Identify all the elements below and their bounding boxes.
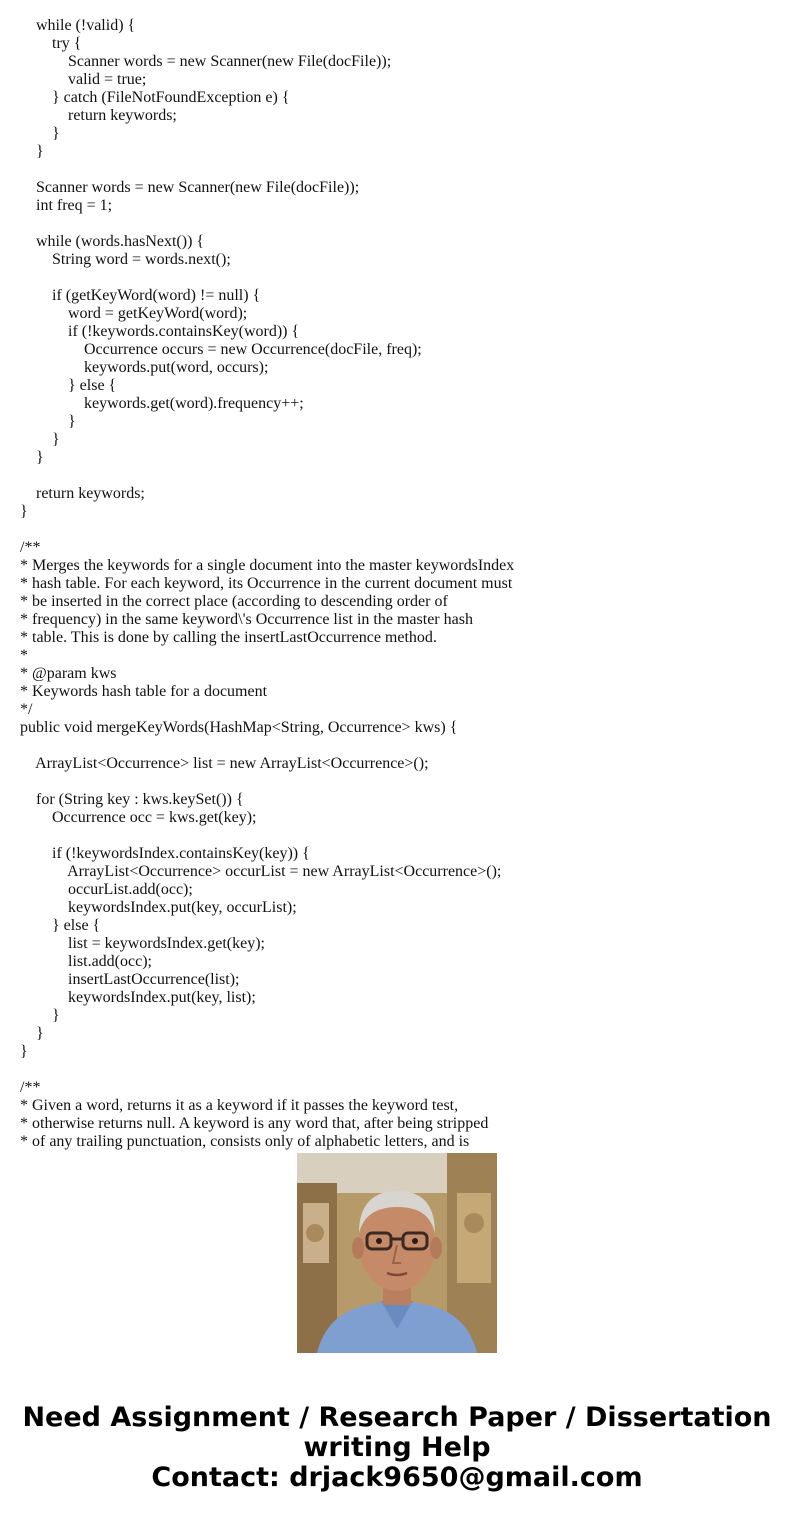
code-line: * table. This is done by calling the insertLastOccurrence method.: [20, 629, 437, 646]
code-line: try {: [20, 35, 82, 52]
code-line: [20, 161, 780, 179]
code-line: keywordsIndex.put(key, list);: [20, 989, 256, 1006]
code-line: keywords.put(word, occurs);: [20, 359, 269, 376]
code-line: }: [20, 125, 60, 142]
code-line: insertLastOccurrence(list);: [20, 971, 240, 988]
code-line: [20, 521, 780, 539]
code-line: }: [20, 449, 44, 466]
code-line: ArrayList<Occurrence> list = new ArrayList<Occurrence>();: [20, 755, 429, 772]
code-line: [20, 773, 780, 791]
code-line: [20, 737, 780, 755]
code-line: [20, 467, 780, 485]
promo-headline: Need Assignment / Research Paper / Dissertation: [22, 1402, 772, 1433]
code-line: if (getKeyWord(word) != null) {: [20, 287, 261, 304]
code-line: keywordsIndex.put(key, occurList);: [20, 899, 297, 916]
code-line: list.add(occ);: [20, 953, 152, 970]
code-line: * @param kws: [20, 665, 117, 682]
avatar-portrait-image: [297, 1153, 497, 1353]
code-line: } catch (FileNotFoundException e) {: [20, 89, 290, 106]
code-line: * be inserted in the correct place (according to descending order of: [20, 593, 448, 610]
code-line: list = keywordsIndex.get(key);: [20, 935, 265, 952]
code-line: [20, 215, 780, 233]
code-line: }: [20, 413, 76, 430]
code-line: }: [20, 1043, 28, 1060]
code-line: * of any trailing punctuation, consists only of alphabetic letters, and is: [20, 1133, 470, 1150]
contact-banner: [0, 1403, 794, 1493]
code-line: if (!keywordsIndex.containsKey(key)) {: [20, 845, 310, 862]
code-listing: [20, 17, 780, 1150]
code-line: }: [20, 431, 60, 448]
code-line: * Given a word, returns it as a keyword if it passes the keyword test,: [20, 1097, 459, 1114]
code-line: }: [20, 143, 44, 160]
code-line: Scanner words = new Scanner(new File(docFile));: [20, 179, 360, 196]
code-line: [20, 827, 780, 845]
code-line: }: [20, 1025, 44, 1042]
code-line: String word = words.next();: [20, 251, 231, 268]
code-line: * hash table. For each keyword, its Occurrence in the current document must: [20, 575, 513, 592]
code-line: return keywords;: [20, 107, 177, 124]
code-line: while (words.hasNext()) {: [20, 233, 205, 250]
code-line: ArrayList<Occurrence> occurList = new ArrayList<Occurrence>();: [20, 863, 502, 880]
code-line: return keywords;: [20, 485, 145, 502]
code-line: * frequency) in the same keyword\'s Occurrence list in the master hash: [20, 611, 473, 628]
code-line: valid = true;: [20, 71, 147, 88]
code-line: *: [20, 647, 28, 664]
code-line: * otherwise returns null. A keyword is any word that, after being stripped: [20, 1115, 489, 1132]
code-line: Occurrence occ = kws.get(key);: [20, 809, 257, 826]
code-line: } else {: [20, 377, 117, 394]
code-line: while (!valid) {: [20, 17, 136, 34]
author-avatar: [297, 1153, 497, 1353]
code-line: }: [20, 1007, 60, 1024]
code-line: * Keywords hash table for a document: [20, 683, 268, 700]
promo-subline: writing Help: [303, 1432, 491, 1463]
code-line: [20, 269, 780, 287]
code-line: Scanner words = new Scanner(new File(docFile));: [20, 53, 392, 70]
code-line: word = getKeyWord(word);: [20, 305, 248, 322]
contact-email: Contact: drjack9650@gmail.com: [151, 1462, 643, 1493]
code-line: Occurrence occurs = new Occurrence(docFile, freq);: [20, 341, 422, 358]
code-line: /**: [20, 1079, 41, 1096]
code-line: occurList.add(occ);: [20, 881, 193, 898]
code-line: */: [20, 701, 33, 718]
code-line: /**: [20, 539, 41, 556]
code-line: * Merges the keywords for a single document into the master keywordsIndex: [20, 557, 515, 574]
code-line: if (!keywords.containsKey(word)) {: [20, 323, 300, 340]
code-line: } else {: [20, 917, 101, 934]
code-line: int freq = 1;: [20, 197, 113, 214]
code-line: keywords.get(word).frequency++;: [20, 395, 304, 412]
code-line: public void mergeKeyWords(HashMap<String, Occurrence> kws) {: [20, 719, 458, 736]
code-line: [20, 1061, 780, 1079]
code-line: }: [20, 503, 28, 520]
code-line: for (String key : kws.keySet()) {: [20, 791, 244, 808]
